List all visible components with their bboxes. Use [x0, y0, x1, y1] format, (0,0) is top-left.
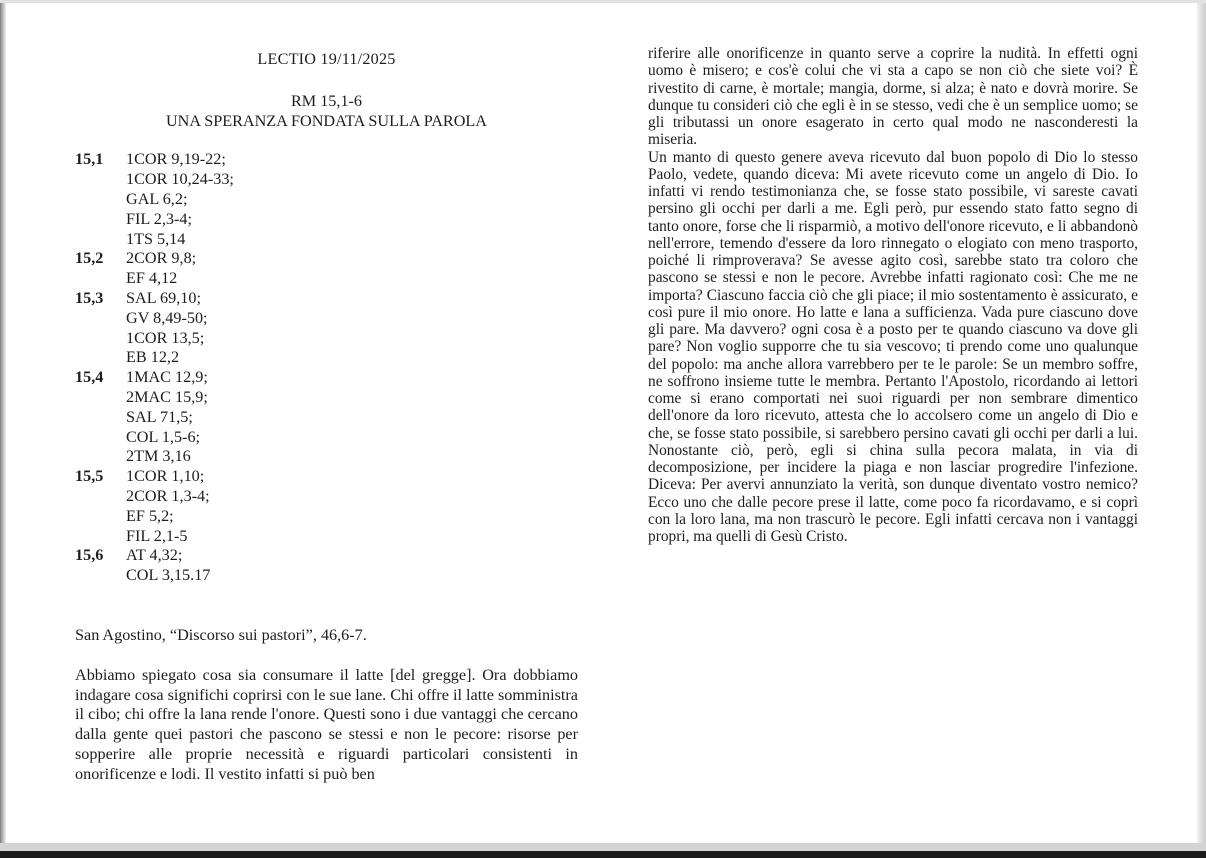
- scripture-reference: 1COR 9,19-22;: [126, 150, 226, 169]
- scripture-reference: GV 8,49-50;: [126, 308, 208, 327]
- page-border-right: [1197, 3, 1206, 845]
- scripture-reference: 2TM 3,16: [126, 447, 191, 466]
- scripture-reference: 1COR 1,10;: [126, 467, 205, 486]
- source-citation: San Agostino, “Discorso sui pastori”, 46,6-7.: [75, 625, 367, 644]
- scripture-reference: EF 4,12: [126, 269, 178, 288]
- scripture-reference: 1MAC 12,9;: [126, 368, 208, 387]
- scripture-reference: 2COR 1,3-4;: [126, 486, 210, 505]
- references-list: [75, 150, 578, 586]
- verse-label: 15,1: [75, 150, 104, 169]
- document-title: LECTIO 19/11/2025: [257, 50, 396, 68]
- scripture-reference: SAL 71,5;: [126, 407, 193, 426]
- viewer-bottom-bar: [0, 851, 1206, 858]
- verse-references: [126, 546, 578, 586]
- scripture-reference: FIL 2,3-4;: [126, 209, 192, 228]
- verse-label: 15,4: [75, 368, 104, 387]
- verse-references: [126, 289, 578, 368]
- document-subtitle-theme: UNA SPERANZA FONDATA SULLA PAROLA: [165, 111, 487, 130]
- reference-group: [75, 150, 578, 249]
- scripture-reference: FIL 2,1-5: [126, 526, 188, 545]
- reference-group: [75, 249, 578, 289]
- scripture-reference: 2MAC 15,9;: [126, 387, 208, 406]
- verse-label: 15,3: [75, 288, 104, 307]
- right-column: [648, 45, 1138, 545]
- scripture-reference: 2COR 9,8;: [126, 249, 197, 268]
- verse-references: [126, 368, 578, 467]
- scripture-reference: SAL 69,10;: [126, 288, 201, 307]
- verse-references: [126, 150, 578, 249]
- scripture-reference: EB 12,2: [126, 348, 180, 367]
- verse-label: 15,6: [75, 546, 104, 565]
- document-subtitle-passage: RM 15,1-6: [290, 91, 363, 110]
- scripture-reference: EF 5,2;: [126, 506, 174, 525]
- right-paragraph-2: Un manto di questo genere aveva ricevuto dal buon popolo di Dio lo stesso Paolo, vedete, quando diceva: Mi avete ricevuto come un angelo di Dio. Io infatti vi rendo testimonianza che, se fosse stato possibile, vi sareste cavati persino gli occhi per darli a me. Egli però, pur essendo stato fatto segno di tanto onore, forse che li risparmiò, a motivo dell'onore ricevuto, e li abbandonò nell'errore, temendo d'essere da loro rinnegato o elogiato con meno trasporto, poiché li rimproverava? Se avesse agito così, sarebbe stato tra coloro che pascono se stessi e non le pecore. Avrebbe infatti ragionato così: Che me ne importa? Ciascuno faccia ciò che gli piace; il mio sostentamento è assicurato, e così pure il mio onore. Ho latte e lana a sufficienza. Vada pure ciascuno dove gli pare. Ma davvero? ogni cosa è a posto per te quando ciascuno va dove gli pare? Non voglio supporre che tu sia vescovo; ti prendo come uno qualunque del popolo: ma anche allora varrebbero per te le parole: Se un membro soffre, ne soffrono insieme tutte le membra. Pertanto l'Apostolo, ricordando ai lettori come si erano comportati nei suoi riguardi per non sembrare dimentico dell'onore da loro ricevuto, attesta che lo accolsero come un angelo di Dio e che, se fosse stato possibile, si sarebbero persino cavati gli occhi per darli a lui. Nonostante ciò, però, egli si china sulla pecora malata, in via di decomposizione, per incidere la piaga e non lasciar progredire l'infezione. Diceva: Per avervi annunziato la verità, son dunque diventato vostro nemico? Ecco uno che dalle pecore prese il latte, come poco fa ricordavamo, e si coprì con la loro lana, ma non trascurò le pecore. Egli infatti cercava non i vantaggi propri, ma quelli di Gesù Cristo.: [648, 148, 1138, 545]
- scripture-reference: COL 1,5-6;: [126, 427, 201, 446]
- page-top-edge: [0, 0, 1206, 3]
- verse-label: 15,5: [75, 467, 104, 486]
- scripture-reference: 1COR 10,24-33;: [126, 170, 234, 189]
- page-border-left: [0, 3, 6, 845]
- page-bottom-edge: [0, 843, 1206, 851]
- scripture-reference: COL 3,15.17: [126, 566, 211, 585]
- scripture-reference: GAL 6,2;: [126, 189, 188, 208]
- reference-group: [75, 289, 578, 368]
- left-paragraph: Abbiamo spiegato cosa sia consumare il latte [del gregge]. Ora dobbiamo indagare cosa significhi coprirsi con le sue lane. Chi offre il latte somministra il cibo; chi offre la lana rende l'onore. Questi sono i due vantaggi che cercano dalla gente quei pastori che pascono se stessi e non le pecore: risorse per sopperire alle proprie necessità e riguardi particolari consistenti in onorificenze e lodi. Il vestito infatti si può ben: [75, 665, 578, 783]
- verse-references: [126, 467, 578, 546]
- right-paragraph-1: riferire alle onorificenze in quanto serve a coprire la nudità. In effetti ogni uomo è misero; e cos'è colui che vi sta a capo se non ciò che siete voi? È rivestito di carne, è mortale; mangia, dorme, si alza; è nato e dovrà morire. Se dunque tu consideri ciò che egli è in se stesso, vedi che è un semplice uomo; se gli tributassi un onore esagerato in certo qual modo ne nasconderesti la miseria.: [648, 45, 1138, 149]
- reference-group: [75, 467, 578, 546]
- reference-group: [75, 546, 578, 586]
- scripture-reference: AT 4,32;: [126, 546, 183, 565]
- verse-references: [126, 249, 578, 289]
- scripture-reference: 1COR 13,5;: [126, 328, 205, 347]
- left-column: [75, 50, 578, 785]
- verse-label: 15,2: [75, 249, 104, 268]
- scripture-reference: 1TS 5,14: [126, 229, 186, 248]
- reference-group: [75, 368, 578, 467]
